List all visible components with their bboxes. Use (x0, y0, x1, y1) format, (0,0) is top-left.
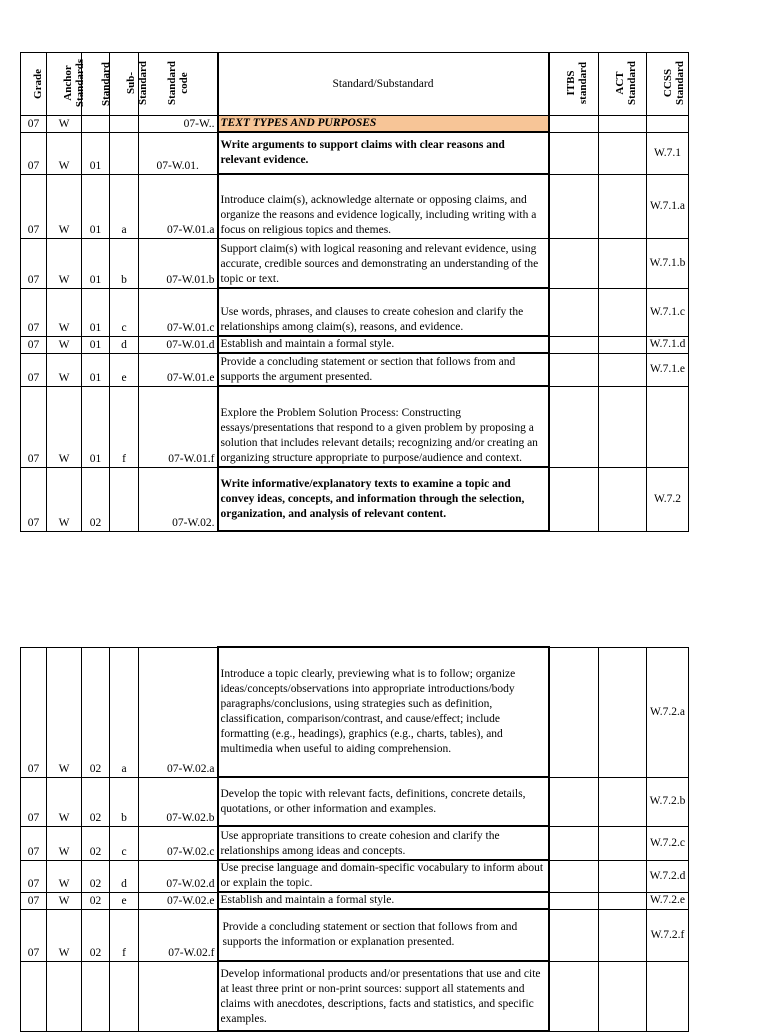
cell-ccss (647, 116, 689, 133)
cell-anchor: W (47, 777, 82, 826)
cell-code: 07-W.02.d (139, 860, 218, 892)
standards-table-1 (20, 52, 689, 532)
cell-ccss: W.7.2 (647, 467, 689, 531)
cell-anchor: W (47, 909, 82, 961)
cell-ccss: W.7.2.d (647, 860, 689, 892)
cell-anchor: W (47, 892, 82, 909)
cell-ccss: W.7.2.f (647, 909, 689, 961)
cell-anchor: W (47, 238, 82, 288)
cell-ccss: W.7.1.e (647, 353, 689, 386)
cell-ccss: W.7.2.b (647, 777, 689, 826)
cell-standard: 01 (82, 132, 110, 174)
cell-ccss (647, 961, 689, 1031)
cell-sub (110, 467, 139, 531)
cell-code: 07-W.01. (139, 132, 218, 174)
cell-act (599, 116, 647, 133)
standard-text: Provide a concluding statement or section that follows from and supports the argument presented. (218, 353, 549, 386)
cell-sub: a (110, 174, 139, 238)
table-row (21, 238, 689, 288)
cell-standard: 01 (82, 288, 110, 336)
cell-code: 07-W.01.c (139, 288, 218, 336)
cell-standard: 02 (82, 892, 110, 909)
cell-sub: f (110, 909, 139, 961)
cell-grade: 07 (21, 892, 47, 909)
standard-text: Write arguments to support claims with clear reasons and relevant evidence. (218, 132, 549, 174)
header-itbs: ITBS standard (549, 53, 599, 116)
cell-grade: 07 (21, 860, 47, 892)
cell-act (599, 826, 647, 860)
cell-code: 07-W.01.b (139, 238, 218, 288)
cell-code: 07-W.02.f (139, 909, 218, 961)
standard-text: Introduce claim(s), acknowledge alternate or opposing claims, and organize the reasons and evidence logically, including writing with a focus on religious topics and themes. (218, 174, 549, 238)
section-heading: TEXT TYPES AND PURPOSES (218, 116, 549, 133)
cell-grade: 07 (21, 288, 47, 336)
cell-code: 07-W.01.d (139, 336, 218, 353)
cell-sub: d (110, 860, 139, 892)
cell-act (599, 386, 647, 467)
cell-standard: 01 (82, 353, 110, 386)
header-code: Standard code (139, 53, 218, 116)
cell-standard: 02 (82, 826, 110, 860)
cell-anchor: W (47, 288, 82, 336)
table-row (21, 467, 689, 531)
cell-sub: e (110, 892, 139, 909)
cell-anchor: W (47, 116, 82, 133)
cell-ccss: W.7.1.a (647, 174, 689, 238)
table-row (21, 353, 689, 386)
standard-text: Develop informational products and/or presentations that use and cite at least three print or non-print sources: support all statements and claims with anecdotes, descriptions, facts and statistics, and specific examples. (218, 961, 549, 1031)
cell-act (599, 892, 647, 909)
cell-code: 07-W.01.f (139, 386, 218, 467)
standard-text: Establish and maintain a formal style. (218, 336, 549, 353)
cell-sub: c (110, 826, 139, 860)
standards-table-2 (20, 646, 689, 1032)
cell-ccss: W.7.1 (647, 132, 689, 174)
cell-itbs (549, 826, 599, 860)
header-row (21, 53, 689, 116)
cell-anchor: W (47, 826, 82, 860)
cell-standard: 02 (82, 777, 110, 826)
cell-code: 07-W.02.c (139, 826, 218, 860)
table-row (21, 288, 689, 336)
cell-code: 07-W.. (139, 116, 218, 133)
cell-code: 07-W.01.e (139, 353, 218, 386)
standard-text: Use words, phrases, and clauses to create cohesion and clarify the relationships among claim(s), reasons, and evidence. (218, 288, 549, 336)
cell-grade: 07 (21, 116, 47, 133)
cell-code: 07-W.02.e (139, 892, 218, 909)
cell-code: 07-W.01.a (139, 174, 218, 238)
cell-ccss: W.7.2.e (647, 892, 689, 909)
cell-itbs (549, 467, 599, 531)
cell-act (599, 860, 647, 892)
table-row (21, 336, 689, 353)
table-row (21, 909, 689, 961)
cell-itbs (549, 386, 599, 467)
cell-anchor: W (47, 386, 82, 467)
cell-act (599, 467, 647, 531)
cell-itbs (549, 116, 599, 133)
cell-grade: 07 (21, 777, 47, 826)
standard-text: Use precise language and domain-specific vocabulary to inform about or explain the topic. (218, 860, 549, 892)
cell-standard (82, 961, 110, 1031)
header-act: ACT Standard (599, 53, 647, 116)
cell-standard: 02 (82, 467, 110, 531)
header-standard-text: Standard/Substandard (218, 53, 549, 116)
header-ccss: CCSS Standard (647, 53, 689, 116)
cell-standard: 02 (82, 860, 110, 892)
cell-itbs (549, 353, 599, 386)
standard-text: Establish and maintain a formal style. (218, 892, 549, 909)
cell-grade: 07 (21, 647, 47, 777)
cell-anchor: W (47, 860, 82, 892)
cell-itbs (549, 892, 599, 909)
cell-grade: 07 (21, 826, 47, 860)
cell-act (599, 909, 647, 961)
cell-code: 07-W.02.b (139, 777, 218, 826)
cell-act (599, 777, 647, 826)
header-grade: Grade (21, 53, 47, 116)
cell-ccss: W.7.1.c (647, 288, 689, 336)
cell-sub: b (110, 777, 139, 826)
cell-grade (21, 961, 47, 1031)
standard-text: Explore the Problem Solution Process: Constructing essays/presentations that respond to a given problem by proposing a solution that includes relevant details; recognizing and/or creating an organizing structure appropriate to purpose/audience and context. (218, 386, 549, 467)
cell-sub (110, 116, 139, 133)
standard-text: Develop the topic with relevant facts, definitions, concrete details, quotations, or other information and examples. (218, 777, 549, 826)
cell-grade: 07 (21, 174, 47, 238)
cell-ccss: W.7.2.a (647, 647, 689, 777)
cell-standard (82, 116, 110, 133)
cell-code: 07-W.02. (139, 467, 218, 531)
cell-grade: 07 (21, 132, 47, 174)
cell-sub: d (110, 336, 139, 353)
cell-act (599, 353, 647, 386)
table-row (21, 860, 689, 892)
cell-itbs (549, 961, 599, 1031)
table-row (21, 777, 689, 826)
cell-anchor: W (47, 353, 82, 386)
cell-anchor: W (47, 174, 82, 238)
cell-itbs (549, 336, 599, 353)
cell-grade: 07 (21, 467, 47, 531)
table-row (21, 386, 689, 467)
cell-code (139, 961, 218, 1031)
standard-text: Use appropriate transitions to create cohesion and clarify the relationships among ideas and concepts. (218, 826, 549, 860)
cell-standard: 01 (82, 336, 110, 353)
table-row (21, 826, 689, 860)
cell-sub: b (110, 238, 139, 288)
cell-sub: f (110, 386, 139, 467)
cell-ccss (647, 386, 689, 467)
table-row (21, 116, 689, 133)
cell-grade: 07 (21, 386, 47, 467)
cell-itbs (549, 647, 599, 777)
cell-sub: e (110, 353, 139, 386)
cell-grade: 07 (21, 353, 47, 386)
cell-standard: 02 (82, 647, 110, 777)
cell-act (599, 174, 647, 238)
cell-standard: 02 (82, 909, 110, 961)
cell-grade: 07 (21, 238, 47, 288)
cell-sub: c (110, 288, 139, 336)
cell-act (599, 238, 647, 288)
cell-act (599, 647, 647, 777)
cell-anchor: W (47, 467, 82, 531)
cell-ccss: W.7.1.b (647, 238, 689, 288)
cell-act (599, 961, 647, 1031)
table-row (21, 892, 689, 909)
cell-itbs (549, 777, 599, 826)
table-row (21, 961, 689, 1031)
cell-itbs (549, 909, 599, 961)
cell-act (599, 336, 647, 353)
header-standard: Standard (82, 53, 110, 116)
table-row (21, 174, 689, 238)
cell-act (599, 288, 647, 336)
header-anchor: Anchor Standards (47, 53, 82, 116)
cell-anchor (47, 961, 82, 1031)
cell-itbs (549, 288, 599, 336)
cell-standard: 01 (82, 174, 110, 238)
cell-standard: 01 (82, 386, 110, 467)
cell-sub (110, 961, 139, 1031)
standard-text: Write informative/explanatory texts to examine a topic and convey ideas, concepts, and information through the selection, organization, and analysis of relevant content. (218, 467, 549, 531)
cell-grade: 07 (21, 336, 47, 353)
cell-anchor: W (47, 132, 82, 174)
cell-act (599, 132, 647, 174)
cell-grade: 07 (21, 909, 47, 961)
standard-text: Introduce a topic clearly, previewing what is to follow; organize ideas/concepts/observations into appropriate introductions/body paragraphs/conclusions, using strategies such as definition, classification, comparison/contrast, and cause/effect; include formatting (e.g., headings), graphics (e.g., charts, tables), and multimedia when useful to aiding comprehension. (218, 647, 549, 777)
cell-ccss: W.7.2.c (647, 826, 689, 860)
cell-itbs (549, 860, 599, 892)
table-row (21, 647, 689, 777)
cell-anchor: W (47, 336, 82, 353)
cell-itbs (549, 174, 599, 238)
cell-code: 07-W.02.a (139, 647, 218, 777)
cell-itbs (549, 132, 599, 174)
cell-anchor: W (47, 647, 82, 777)
header-sub: Sub-Standard (110, 53, 139, 116)
standard-text: Provide a concluding statement or section that follows from and supports the information or explanation presented. (218, 909, 549, 961)
cell-itbs (549, 238, 599, 288)
cell-ccss: W.7.1.d (647, 336, 689, 353)
table-row (21, 132, 689, 174)
cell-sub: a (110, 647, 139, 777)
cell-standard: 01 (82, 238, 110, 288)
cell-sub (110, 132, 139, 174)
standard-text: Support claim(s) with logical reasoning and relevant evidence, using accurate, credible sources and demonstrating an understanding of the topic or text. (218, 238, 549, 288)
